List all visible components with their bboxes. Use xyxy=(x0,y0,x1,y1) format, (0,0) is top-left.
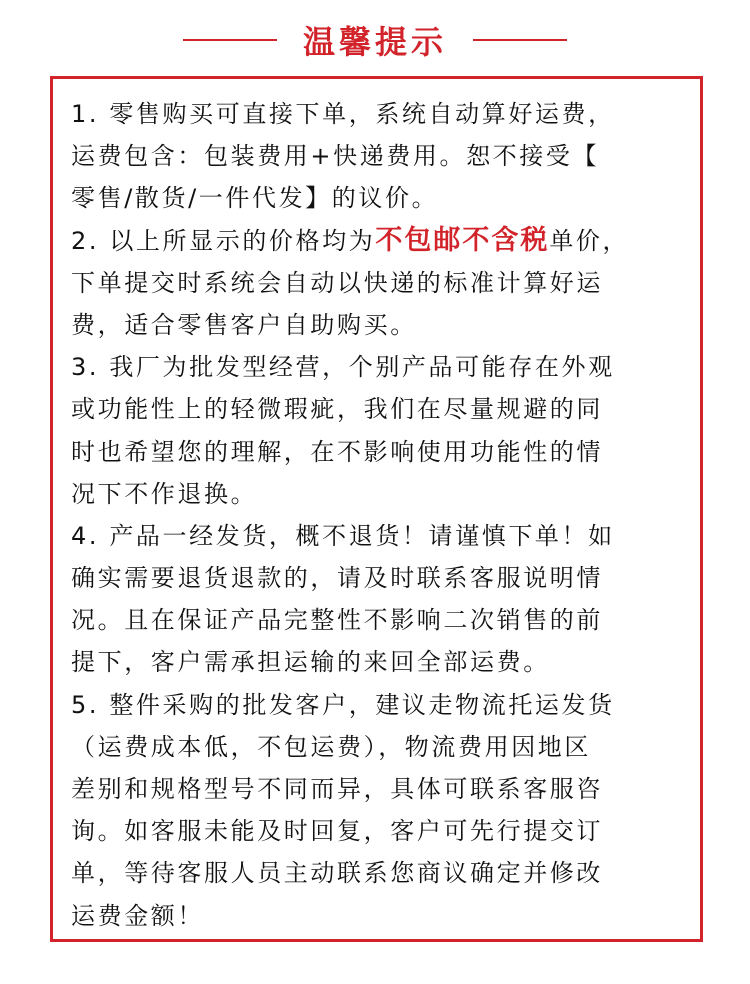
notice-4-line-4: 提下，客户需承担运输的来回全部运费。 xyxy=(71,648,550,677)
notice-1-line-2: 运费包含：包装费用+快递费用。恕不接受【 xyxy=(71,142,600,171)
notice-4-line-1: 4. 产品一经发货，概不退货！请谨慎下单！如 xyxy=(71,521,615,550)
notice-4-line-3: 况。且在保证产品完整性不影响二次销售的前 xyxy=(71,606,603,635)
title-row xyxy=(0,14,750,66)
notice-1-line-3: 零售/散货/一件代发】的议价。 xyxy=(71,184,439,213)
notice-2-prefix: 2. 以上所显示的价格均为 xyxy=(71,226,376,255)
no-shipping-no-tax-highlight: 不包邮不含税 xyxy=(375,224,550,256)
notice-3-line-2: 或功能性上的轻微瑕疵，我们在尽量规避的同 xyxy=(71,395,603,424)
notice-5-line-3: 差别和规格型号不同而异，具体可联系客服咨 xyxy=(71,775,603,803)
notice-3-line-3: 时也希望您的理解，在不影响使用功能性的情 xyxy=(71,437,603,466)
title-right-divider xyxy=(473,39,567,41)
notice-1-line-1: 1. 零售购买可直接下单，系统自动算好运费， xyxy=(71,100,615,128)
notice-box xyxy=(50,76,703,942)
notice-2-suffix: 单价， xyxy=(549,226,630,255)
notice-5-line-2: （运费成本低，不包运费），物流费用因地区 xyxy=(71,732,591,761)
notice-2-line-1 xyxy=(71,220,691,262)
notice-5-line-5: 单，等待客服人员主动联系您商议确定并修改 xyxy=(71,859,603,888)
notice-5-line-6: 运费金额！ xyxy=(71,901,204,930)
notice-2-line-2: 下单提交时系统会自动以快递的标准计算好运 xyxy=(71,268,603,297)
notice-5-line-1: 5. 整件采购的批发客户，建议走物流托运发货 xyxy=(71,690,615,719)
notice-3-line-1: 3. 我厂为批发型经营，个别产品可能存在外观 xyxy=(71,353,615,382)
notice-4-line-2: 确实需要退货退款的，请及时联系客服说明情 xyxy=(71,564,603,593)
notice-list xyxy=(71,93,691,937)
title-left-divider xyxy=(183,39,277,41)
notice-3-line-4: 况下不作退换。 xyxy=(71,479,258,508)
page-title: 温馨提示 xyxy=(302,23,447,61)
notice-2-line-3: 费，适合零售客户自助购买。 xyxy=(71,310,417,339)
notice-5-line-4: 询。如客服未能及时回复，客户可先行提交订 xyxy=(71,817,603,846)
